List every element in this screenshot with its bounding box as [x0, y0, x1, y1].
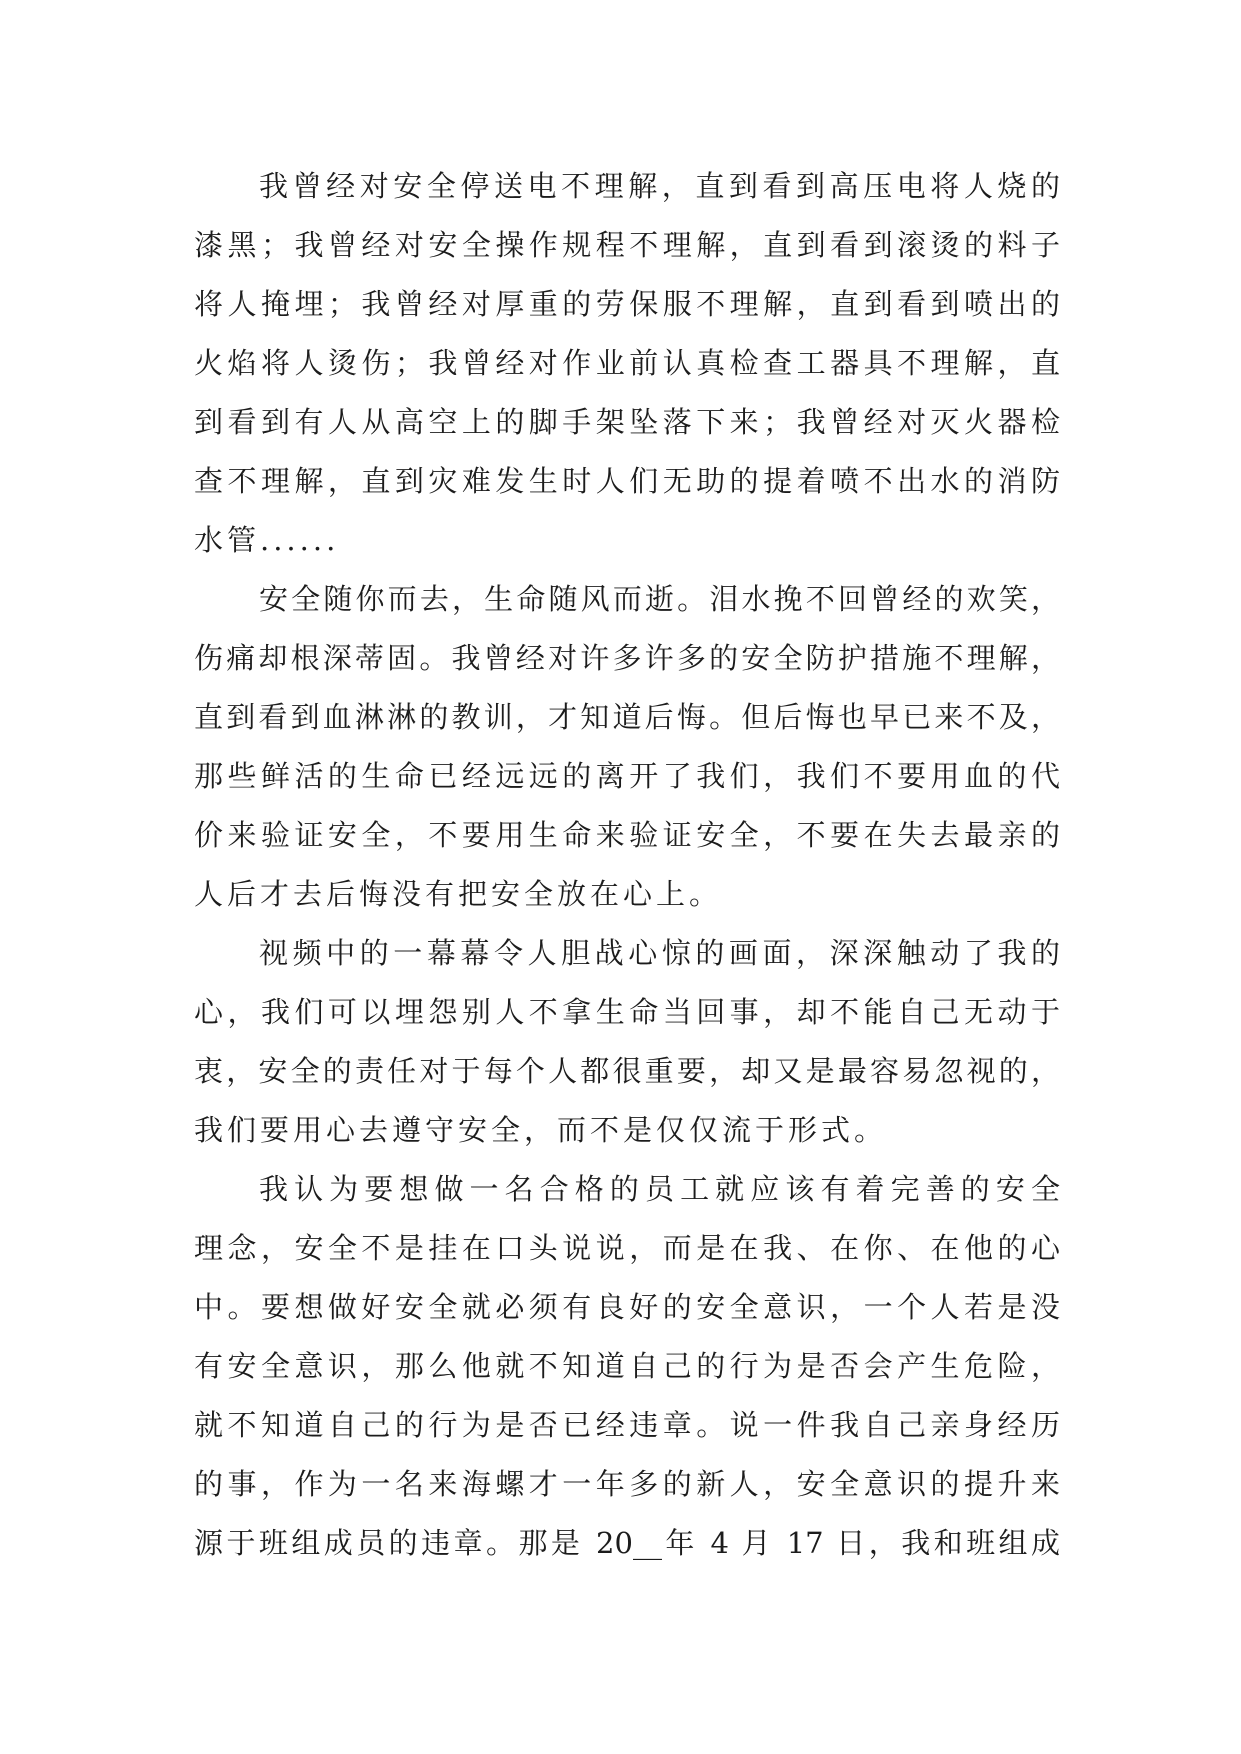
- text-line: 查不理解，直到灾难发生时人们无助的提着喷不出水的消防: [194, 464, 1060, 498]
- text-line: 衷，安全的责任对于每个人都很重要，却又是最容易忽视的，: [194, 1054, 1060, 1088]
- text-line: 将人掩埋；我曾经对厚重的劳保服不理解，直到看到喷出的: [194, 287, 1060, 321]
- text-line: 到看到有人从高空上的脚手架坠落下来；我曾经对灭火器检: [194, 405, 1060, 439]
- text-line: 直到看到血淋淋的教训，才知道后悔。但后悔也早已来不及，: [194, 700, 1060, 734]
- document-body: [194, 157, 1060, 1573]
- text-line: 视频中的一幕幕令人胆战心惊的画面，深深触动了我的: [259, 936, 1060, 970]
- text-line: 我曾经对安全停送电不理解，直到看到高压电将人烧的: [259, 169, 1060, 203]
- text-line: 安全随你而去，生命随风而逝。泪水挽不回曾经的欢笑，: [259, 582, 1060, 616]
- paragraph-1: [194, 157, 1060, 570]
- paragraph-3: [194, 924, 1060, 1160]
- text-line: 价来验证安全，不要用生命来验证安全，不要在失去最亲的: [194, 818, 1060, 852]
- paragraph-4: [194, 1160, 1060, 1573]
- text-line: 人后才去后悔没有把安全放在心上。: [194, 877, 723, 911]
- text-line: 理念，安全不是挂在口头说说，而是在我、在你、在他的心: [194, 1231, 1060, 1265]
- text-line: 有安全意识，那么他就不知道自己的行为是否会产生危险，: [194, 1349, 1060, 1383]
- text-line: 水管......: [194, 523, 340, 557]
- text-line: 中。要想做好安全就必须有良好的安全意识，一个人若是没: [194, 1290, 1060, 1324]
- text-line: 伤痛却根深蒂固。我曾经对许多许多的安全防护措施不理解，: [194, 641, 1060, 675]
- text-line: 火焰将人烫伤；我曾经对作业前认真检查工器具不理解，直: [194, 346, 1060, 380]
- text-line: 的事，作为一名来海螺才一年多的新人，安全意识的提升来: [194, 1467, 1060, 1501]
- text-line: 就不知道自己的行为是否已经违章。说一件我自己亲身经历: [194, 1408, 1060, 1442]
- paragraph-2: [194, 570, 1060, 924]
- text-line: 漆黑；我曾经对安全操作规程不理解，直到看到滚烫的料子: [194, 228, 1060, 262]
- text-line: 我们要用心去遵守安全，而不是仅仅流于形式。: [194, 1113, 888, 1147]
- text-line: 心，我们可以埋怨别人不拿生命当回事，却不能自己无动于: [194, 995, 1060, 1029]
- text-line: 源于班组成员的违章。那是 20__年 4 月 17 日，我和班组成: [194, 1526, 1060, 1560]
- text-line: 我认为要想做一名合格的员工就应该有着完善的安全: [259, 1172, 1060, 1206]
- text-line: 那些鲜活的生命已经远远的离开了我们，我们不要用血的代: [194, 759, 1060, 793]
